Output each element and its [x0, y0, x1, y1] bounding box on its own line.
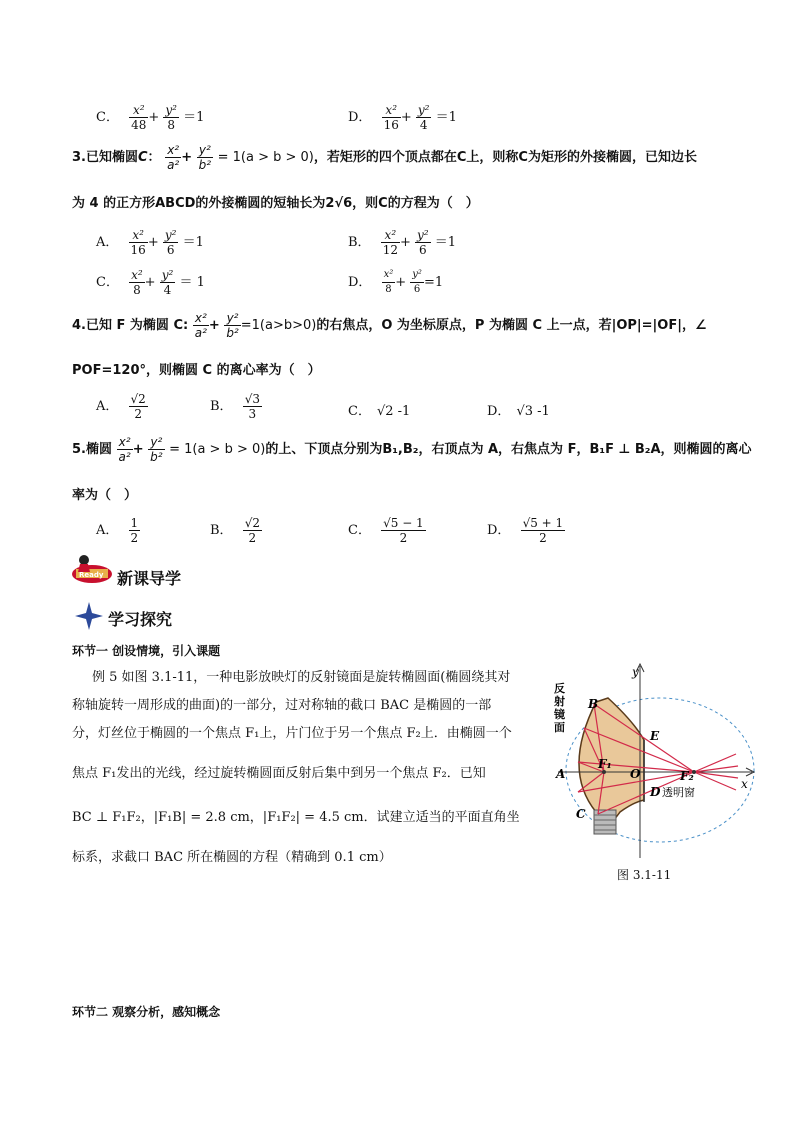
svg-text:Ready: Ready [79, 571, 104, 579]
fraction: $\frac{\text{x²}}{8}$ [383, 269, 394, 295]
fraction: $\frac{\text{x²}}{8}$ [131, 268, 143, 297]
figure-caption: 图 3.1-11 [617, 868, 672, 882]
origin-label: O [630, 767, 641, 781]
fraction: $\frac{√2}{2}$ [130, 392, 146, 421]
point-d-label: D [650, 785, 661, 799]
step1-title: 环节一 创设情境，引入课题 [72, 644, 221, 658]
example-line: 分，灯丝位于椭圆的一个焦点 F₁上，片门位于另一个焦点 F₂上．由椭圆一个 [72, 726, 512, 741]
fraction: $\frac{\text{x²}}{16}$ [383, 103, 399, 132]
reflector-label: 镜 [554, 708, 565, 721]
q4-line2: POF=120°，则椭圆 C 的离心率为（ ） [72, 363, 321, 378]
fraction: $\frac{\text{y²}}{4}$ [161, 268, 174, 297]
section-title-explore: 学习探究 [108, 610, 173, 629]
fraction: $\frac{\text{y²}}{\text{b²}}$ [150, 435, 163, 464]
fraction: $\frac{1}{2}$ [130, 516, 139, 545]
q5-option-a: A． $\frac{1}{2}$ [96, 516, 139, 545]
fraction: $\frac{\text{y²}}{\text{b²}}$ [226, 311, 239, 340]
star-icon [74, 601, 104, 635]
q3-option-a: A． $\frac{\text{x²}}{16}$ + $\frac{\text{y²}}{6}$ ＝1 [96, 228, 204, 257]
reflector-label: 射 [554, 695, 565, 708]
fraction: $\frac{\text{x²}}{16}$ [130, 228, 146, 257]
fraction: $\frac{\text{x²}}{\text{a²}}$ [167, 143, 180, 172]
window-label: 透明窗 [662, 786, 695, 799]
section-mascot-icon [70, 552, 114, 586]
q3-option-d: D． $\frac{\text{x²}}{8}$ + $\frac{\text{y²}}{6}$ =1 [348, 269, 444, 295]
q3-line1: 3.已知椭圆C： $\frac{\text{x²}}{\text{a²}}$ + $\frac{\text{y²}}{\text{b²}}$ = 1(a > b > 0)，若矩形的四个顶点都在C上，则称C为矩形的外接椭圆，已知边长 [72, 143, 697, 172]
q4-option-d: D． √3 -1 [487, 404, 550, 419]
fraction: $\frac{\text{x²}}{\text{a²}}$ [194, 311, 207, 340]
q3-line2: 为 4 的正方形ABCD的外接椭圆的短轴长为2√6，则C的方程为（ ） [72, 196, 479, 211]
fraction: $\frac{√5 - 1}{2}$ [383, 516, 424, 545]
fraction: $\frac{\text{x²}}{\text{a²}}$ [118, 435, 131, 464]
q4-option-c: C． √2 -1 [348, 404, 411, 419]
q2-option-d: D． $\frac{\text{x²}}{16}$ + $\frac{\text{y²}}{4}$ ＝1 [348, 103, 457, 132]
section-title-new-lesson: 新课导学 [117, 569, 182, 588]
q5-option-b: B． $\frac{√2}{2}$ [210, 516, 260, 545]
reflector-label: 反 [554, 682, 565, 695]
fraction: $\frac{√2}{2}$ [244, 516, 260, 545]
fraction: $\frac{\text{y²}}{4}$ [417, 103, 430, 132]
fraction: $\frac{\text{x²}}{48}$ [131, 103, 147, 132]
example-line: 焦点 F₁发出的光线，经过旋转椭圆面反射后集中到另一个焦点 F₂．已知 [72, 766, 486, 781]
point-b-label: B [588, 697, 599, 711]
reflector-label: 面 [554, 721, 565, 734]
fraction: $\frac{\text{y²}}{6}$ [164, 228, 177, 257]
fraction: $\frac{√3}{3}$ [244, 392, 260, 421]
q5-line1: 5.椭圆 $\frac{\text{x²}}{\text{a²}}$ + $\frac{\text{y²}}{\text{b²}}$ = 1(a > b > 0)的上、下顶点分别为B₁,B₂，右顶点为 A，右焦点为 F，B₁F ⊥ B₂A，则椭圆的离心 [72, 435, 752, 464]
example-line: 例 5 如图 3.1-11，一种电影放映灯的反射镜面是旋转椭圆面(椭圆绕其对 [92, 670, 511, 685]
example-line: 称轴旋转一周形成的曲面)的一部分，过对称轴的截口 BAC 是椭圆的一部 [72, 698, 492, 713]
fraction: $\frac{\text{y²}}{\text{b²}}$ [198, 143, 212, 172]
fraction: $\frac{\text{y²}}{6}$ [417, 228, 429, 257]
q5-option-d: D． $\frac{√5 + 1}{2}$ [487, 516, 564, 545]
ellipse-lamp-figure [548, 662, 758, 862]
point-a-label: A [556, 767, 566, 781]
q4-option-b: B． $\frac{√3}{3}$ [210, 392, 260, 421]
example-line: BC ⊥ F₁F₂，|F₁B| = 2.8 cm，|F₁F₂| = 4.5 cm．试建立适当的平面直角坐 [72, 810, 520, 825]
example-line: 标系，求截口 BAC 所在椭圆的方程（精确到 0.1 cm） [72, 850, 392, 865]
q2-option-c: C． $\frac{\text{x²}}{48}$ + $\frac{\text{y²}}{8}$ ＝1 [96, 103, 205, 132]
fraction: $\frac{\text{x²}}{12}$ [382, 228, 398, 257]
focus-f1-label: F₁ [598, 757, 612, 771]
q4-line1: 4.已知 F 为椭圆 C: $\frac{\text{x²}}{\text{a²}}$ + $\frac{\text{y²}}{\text{b²}}$ =1(a>b>0)的右焦点，O 为坐标原点，P 为椭圆 C 上一点，若|OP|=|OF|，∠ [72, 311, 707, 340]
q5-line2: 率为（ ） [72, 488, 138, 503]
q4-option-a: A． $\frac{√2}{2}$ [96, 392, 146, 421]
point-c-label: C [576, 807, 586, 821]
q3-option-b: B． $\frac{\text{x²}}{12}$ + $\frac{\text{y²}}{6}$ ＝1 [348, 228, 457, 257]
fraction: $\frac{√5 + 1}{2}$ [522, 516, 564, 545]
q3-option-c: C． $\frac{\text{x²}}{8}$ + $\frac{\text{y²}}{4}$ ＝ 1 [96, 268, 205, 297]
fraction: $\frac{\text{y²}}{8}$ [165, 103, 177, 132]
axis-y-label: y [632, 665, 639, 679]
point-e-label: E [650, 729, 660, 743]
axis-x-label: x [741, 777, 748, 791]
step2-title: 环节二 观察分析，感知概念 [72, 1005, 221, 1019]
q5-option-c: C． $\frac{√5 - 1}{2}$ [348, 516, 424, 545]
focus-f2-label: F₂ [680, 769, 694, 783]
fraction: $\frac{\text{y²}}{6}$ [412, 269, 422, 295]
